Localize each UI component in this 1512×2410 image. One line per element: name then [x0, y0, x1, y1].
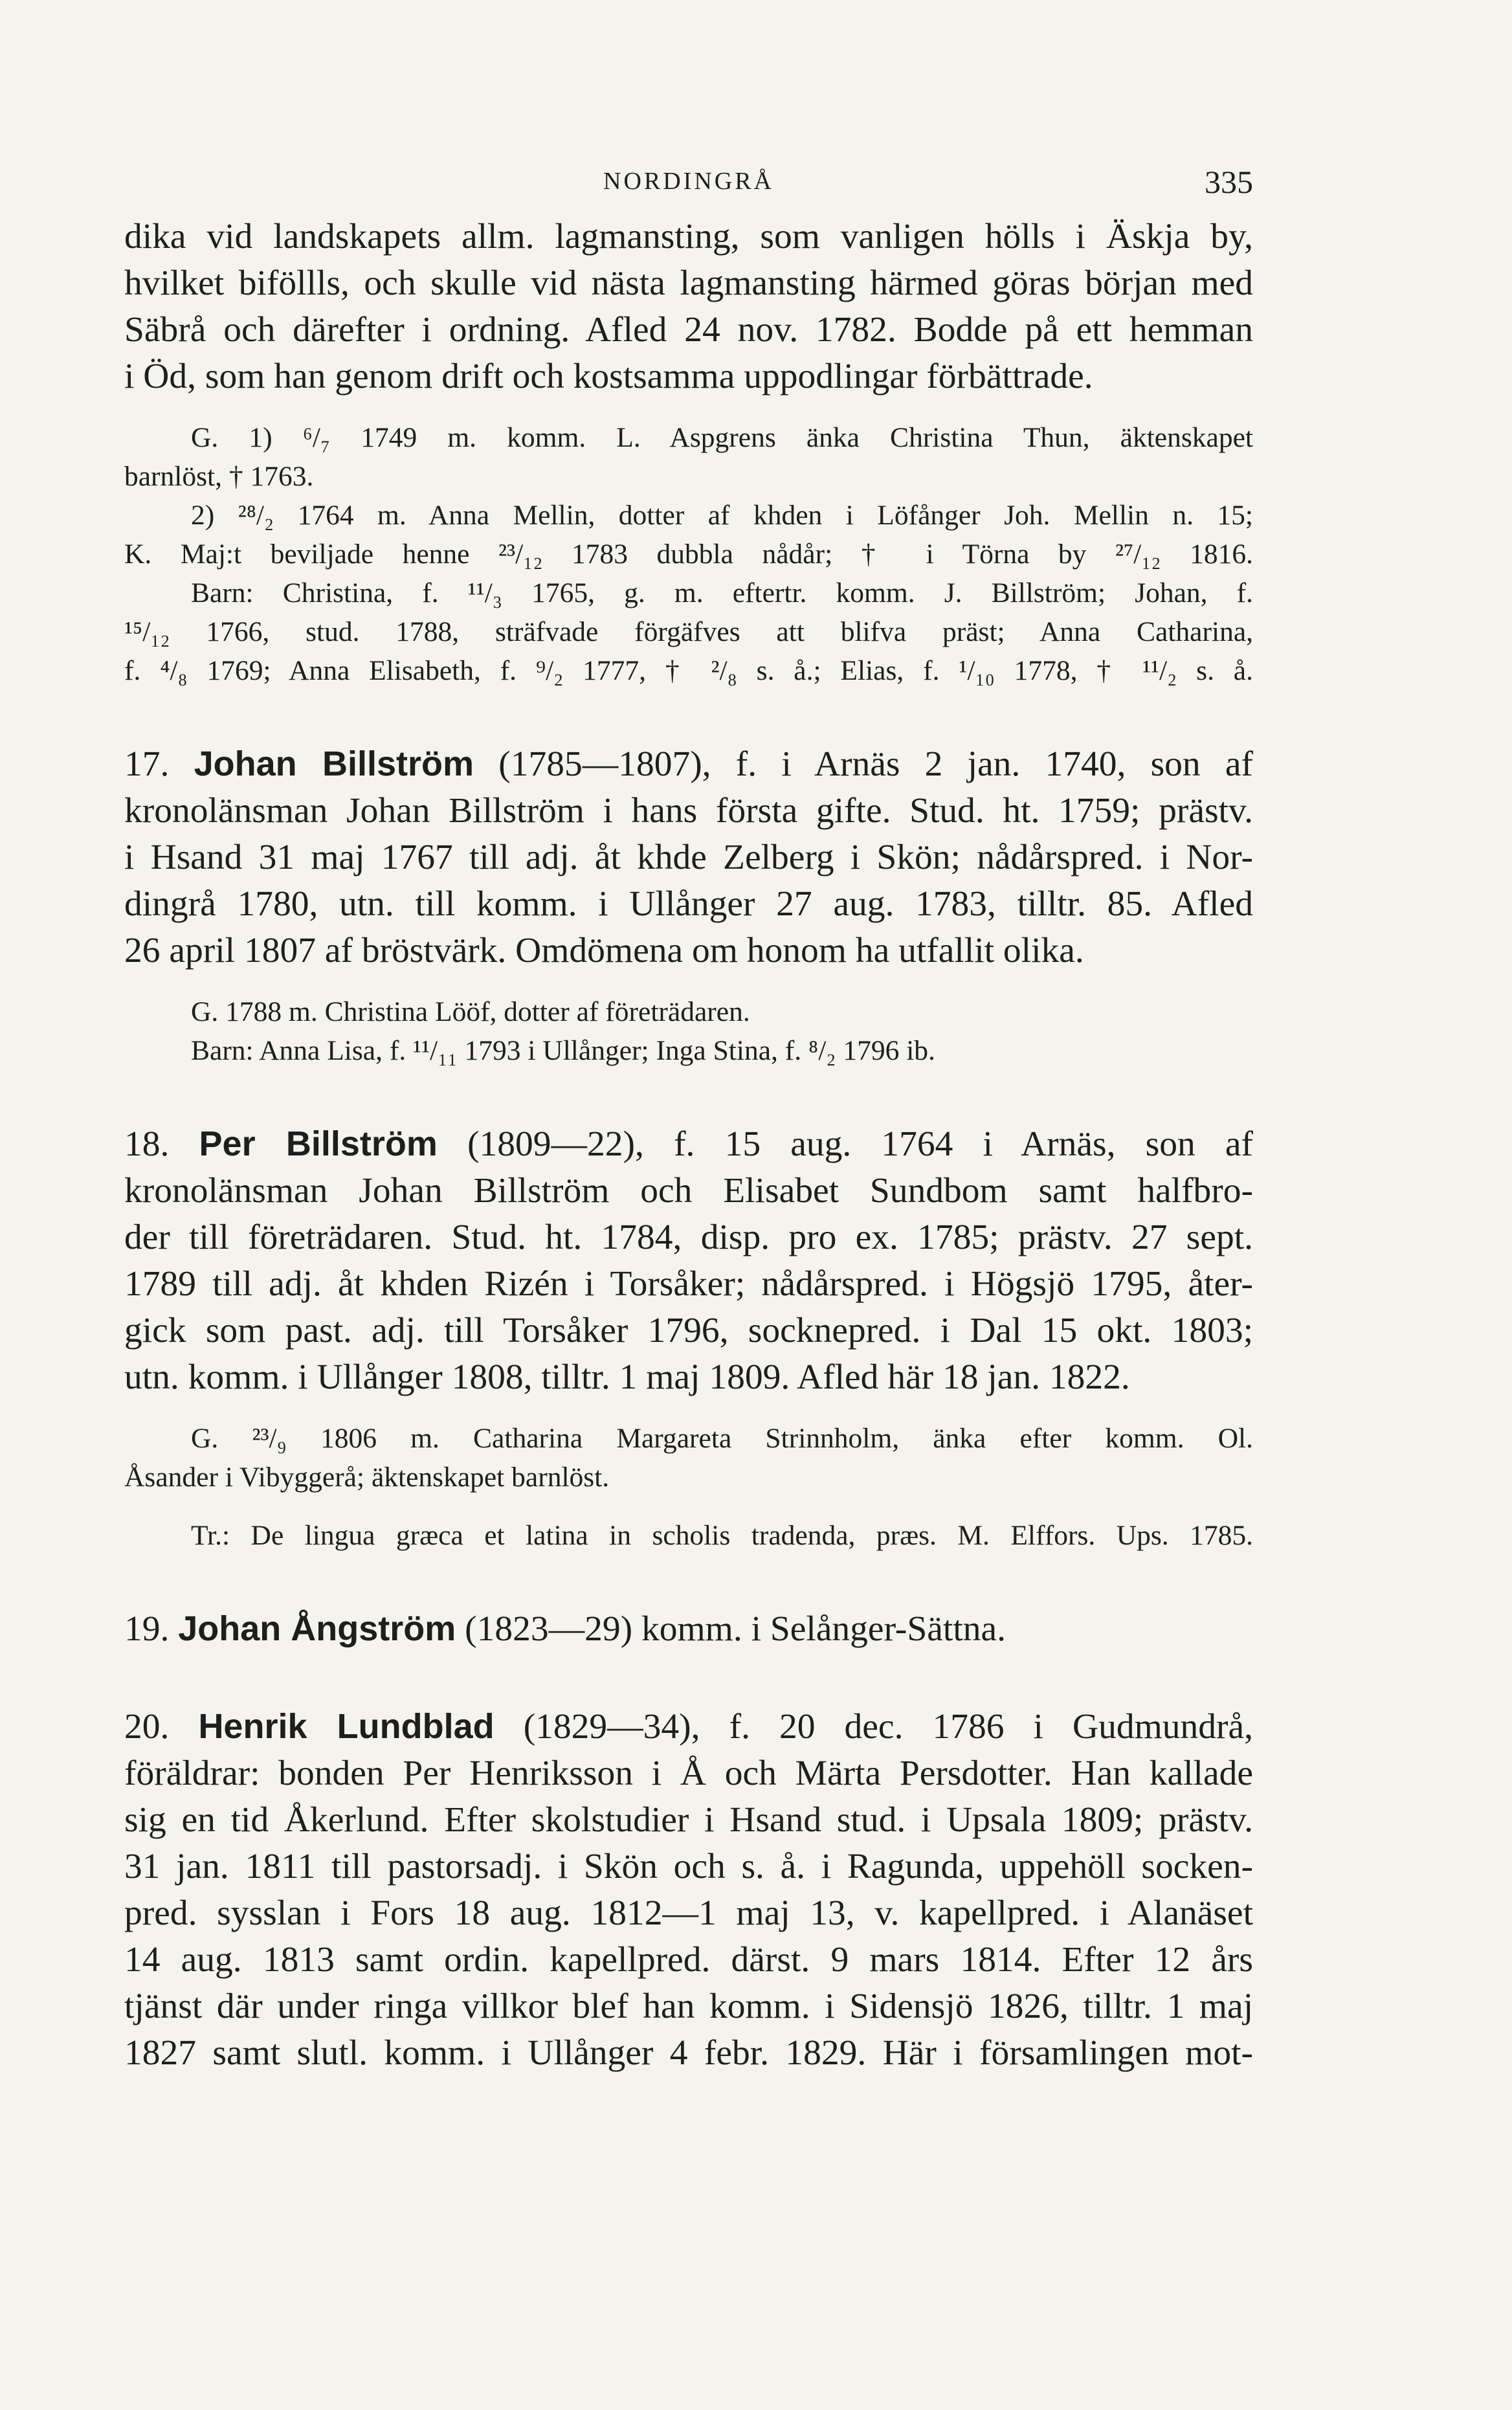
text-line: tjänst där under ringa villkor blef han komm. i Sidensjö 1826, tilltr. 1 maj: [124, 1987, 1253, 2026]
text-fragment: (1809—22), f. 15 aug. 1764 i Arnäs, son af: [437, 1124, 1253, 1164]
entry-18: [124, 1121, 1253, 1555]
entry-name: Henrik Lundblad: [198, 1707, 495, 1746]
note-line: barnlöst, † 1763.: [124, 461, 314, 492]
text-line: [124, 1605, 1253, 1653]
text-line: föräldrar: bonden Per Henriksson i Å och Märta Persdotter. Han kallade: [124, 1754, 1253, 1793]
running-head: [124, 155, 1253, 214]
text-line: [124, 1121, 1253, 1168]
text-line: i Hsand 31 maj 1767 till adj. åt khde Zelberg i Skön; nådårspred. i Nor-: [124, 838, 1253, 877]
note-line: K. Maj:t beviljade henne ²³/₁₂ 1783 dubbla nådår; † i Törna by ²⁷/₁₂ 1816.: [124, 539, 1253, 570]
note-line: Barn: Christina, f. ¹¹/₃ 1765, g. m. eftertr. komm. J. Billström; Johan, f.: [191, 577, 1253, 608]
entry-number: 19.: [124, 1609, 170, 1649]
text-line: 1827 samt slutl. komm. i Ullånger 4 febr. 1829. Här i församlingen mot-: [124, 2033, 1253, 2073]
note-line: f. ⁴/₈ 1769; Anna Elisabeth, f. ⁹/₂ 1777, † ²/₈ s. å.; Elias, f. ¹/₁₀ 1778, † ¹¹/₂ s. å.: [124, 655, 1253, 686]
entry-number: 17.: [124, 744, 170, 784]
entry-number: 18.: [124, 1124, 170, 1164]
text-line: [124, 741, 1253, 788]
text-line: Säbrå och därefter i ordning. Afled 24 nov. 1782. Bodde på ett hemman: [124, 310, 1253, 350]
tr-line: Tr.: De lingua græca et latina in scholis tradenda, præs. M. Elffors. Ups. 1785.: [191, 1520, 1253, 1551]
text-line: der till företrädaren. Stud. ht. 1784, disp. pro ex. 1785; prästv. 27 sept.: [124, 1218, 1253, 1257]
text-line: 14 aug. 1813 samt ordin. kapellpred. därst. 9 mars 1814. Efter 12 års: [124, 1940, 1253, 1980]
entry-name: Per Billström: [199, 1124, 438, 1163]
text-line: 26 april 1807 af bröstvärk. Omdömena om honom ha utfallit olika.: [124, 931, 1084, 970]
entry-19: [124, 1605, 1253, 1653]
entry-paragraph: [124, 1605, 1253, 1653]
entry-name: Johan Ångström: [178, 1609, 456, 1648]
entry-20: [124, 1703, 1253, 2077]
entry-tr: [124, 1516, 1253, 1555]
entry-paragraph: [124, 1121, 1253, 1401]
text-line: 31 jan. 1811 till pastorsadj. i Skön och s. å. i Ragunda, uppehöll socken-: [124, 1847, 1253, 1886]
text-line: i Öd, som han genom drift och kostsamma uppodlingar förbättrade.: [124, 357, 1093, 396]
book-page: [124, 155, 1253, 2077]
entry-number: 20.: [124, 1707, 170, 1746]
page-number: 335: [1205, 164, 1253, 200]
text-line: utn. komm. i Ullånger 1808, tilltr. 1 maj 1809. Afled här 18 jan. 1822.: [124, 1357, 1130, 1397]
intro-paragraph: [124, 214, 1253, 400]
intro-notes: [124, 418, 1253, 690]
note-line: Barn: Anna Lisa, f. ¹¹/₁₁ 1793 i Ullånger; Inga Stina, f. ⁸/₂ 1796 ib.: [191, 1035, 935, 1066]
entry-notes: [124, 1419, 1253, 1497]
entry-17: [124, 741, 1253, 1070]
running-title: NORDINGRÅ: [603, 168, 774, 195]
text-line: sig en tid Åkerlund. Efter skolstudier i Hsand stud. i Upsala 1809; prästv.: [124, 1800, 1253, 1840]
text-line: 1789 till adj. åt khden Rizén i Torsåker; nådårspred. i Högsjö 1795, åter-: [124, 1264, 1253, 1304]
text-line: pred. sysslan i Fors 18 aug. 1812—1 maj 13, v. kapellpred. i Alanäset: [124, 1893, 1253, 1933]
text-line: hvilket biföllls, och skulle vid nästa lagmansting härmed göras början med: [124, 263, 1253, 303]
text-line: dingrå 1780, utn. till komm. i Ullånger 27 aug. 1783, tilltr. 85. Afled: [124, 884, 1253, 924]
entry-notes: [124, 992, 1253, 1070]
text-fragment: (1823—29) komm. i Selånger-Sättna.: [456, 1609, 1006, 1649]
note-line: ¹⁵/₁₂ 1766, stud. 1788, sträfvade förgäfves att blifva präst; Anna Catharina,: [124, 616, 1253, 647]
entry-paragraph: [124, 1703, 1253, 2077]
entry-paragraph: [124, 741, 1253, 974]
text-fragment: (1829—34), f. 20 dec. 1786 i Gudmundrå,: [494, 1707, 1254, 1746]
note-line: G. 1788 m. Christina Lööf, dotter af företrädaren.: [191, 996, 750, 1027]
note-line: G. 1) ⁶/₇ 1749 m. komm. L. Aspgrens änka Christina Thun, äktenskapet: [191, 422, 1253, 453]
entry-name: Johan Billström: [194, 744, 474, 783]
note-line: 2) ²⁸/₂ 1764 m. Anna Mellin, dotter af khden i Löfånger Joh. Mellin n. 15;: [191, 500, 1253, 531]
text-line: dika vid landskapets allm. lagmansting, som vanligen hölls i Äskja by,: [124, 217, 1253, 256]
text-line: [124, 1703, 1253, 1750]
text-line: kronolänsman Johan Billström och Elisabet Sundbom samt halfbro-: [124, 1171, 1253, 1211]
note-line: Åsander i Vibyggerå; äktenskapet barnlöst.: [124, 1462, 610, 1493]
text-line: gick som past. adj. till Torsåker 1796, socknepred. i Dal 15 okt. 1803;: [124, 1311, 1253, 1350]
note-line: G. ²³/₉ 1806 m. Catharina Margareta Strinnholm, änka efter komm. Ol.: [191, 1423, 1253, 1454]
text-fragment: (1785—1807), f. i Arnäs 2 jan. 1740, son af: [474, 744, 1254, 784]
text-line: kronolänsman Johan Billström i hans första gifte. Stud. ht. 1759; prästv.: [124, 791, 1253, 831]
